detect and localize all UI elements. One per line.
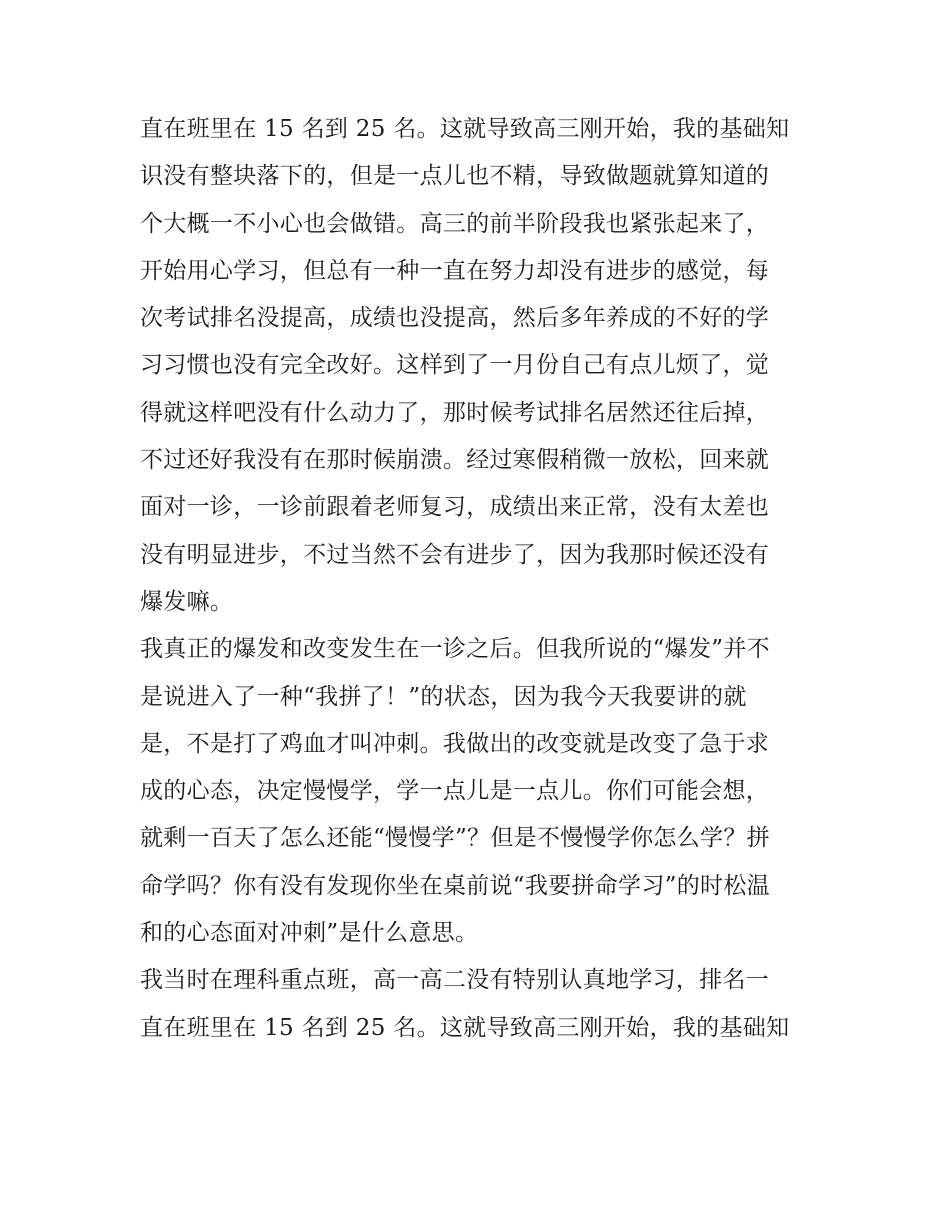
text-line: 得就这样吧没有什么动力了，那时候考试排名居然还往后掉， [140,399,770,426]
text-line: 成的心态，决定慢慢学，学一点儿是一点儿。你们可能会想， [140,778,770,805]
text-line: 就剩一百天了怎么还能“慢慢学”？但是不慢慢学你怎么学？拼 [140,825,770,852]
text-line: 我当时在理科重点班，高一高二没有特别认真地学习，排名一 [140,967,770,994]
text-line: 和的心态面对冲刺”是什么意思。 [140,920,479,947]
text-line: 开始用心学习，但总有一种一直在努力却没有进步的感觉，每 [140,257,770,284]
text-line: 爆发嘛。 [140,588,234,615]
text-line: 没有明显进步，不过当然不会有进步了，因为我那时候还没有 [140,541,770,568]
text-line: 次考试排名没提高，成绩也没提高，然后多年养成的不好的学 [140,305,770,332]
text-line: 不过还好我没有在那时候崩溃。经过寒假稍微一放松，回来就 [140,447,770,474]
text-line: 我真正的爆发和改变发生在一诊之后。但我所说的“爆发”并不 [140,636,770,663]
text-line: 命学吗？你有没有发现你坐在桌前说“我要拼命学习”的时松温 [140,872,770,899]
text-line: 直在班里在 15 名到 25 名。这就导致高三刚开始，我的基础知 [140,116,790,142]
text-line: 是，不是打了鸡血才叫冲刺。我做出的改变就是改变了急于求 [140,730,770,757]
text-line: 习习惯也没有完全改好。这样到了一月份自己有点儿烦了，觉 [140,352,770,379]
text-line: 个大概一不小心也会做错。高三的前半阶段我也紧张起来了， [140,210,770,237]
text-line: 是说进入了一种“我拼了！”的状态，因为我今天我要讲的就 [140,683,747,710]
text-line: 面对一诊，一诊前跟着老师复习，成绩出来正常，没有太差也 [140,494,770,521]
text-line: 识没有整块落下的，但是一点儿也不精，导致做题就算知道的 [140,163,770,190]
text-line: 直在班里在 15 名到 25 名。这就导致高三刚开始，我的基础知 [140,1014,790,1041]
document-body [140,106,820,1052]
